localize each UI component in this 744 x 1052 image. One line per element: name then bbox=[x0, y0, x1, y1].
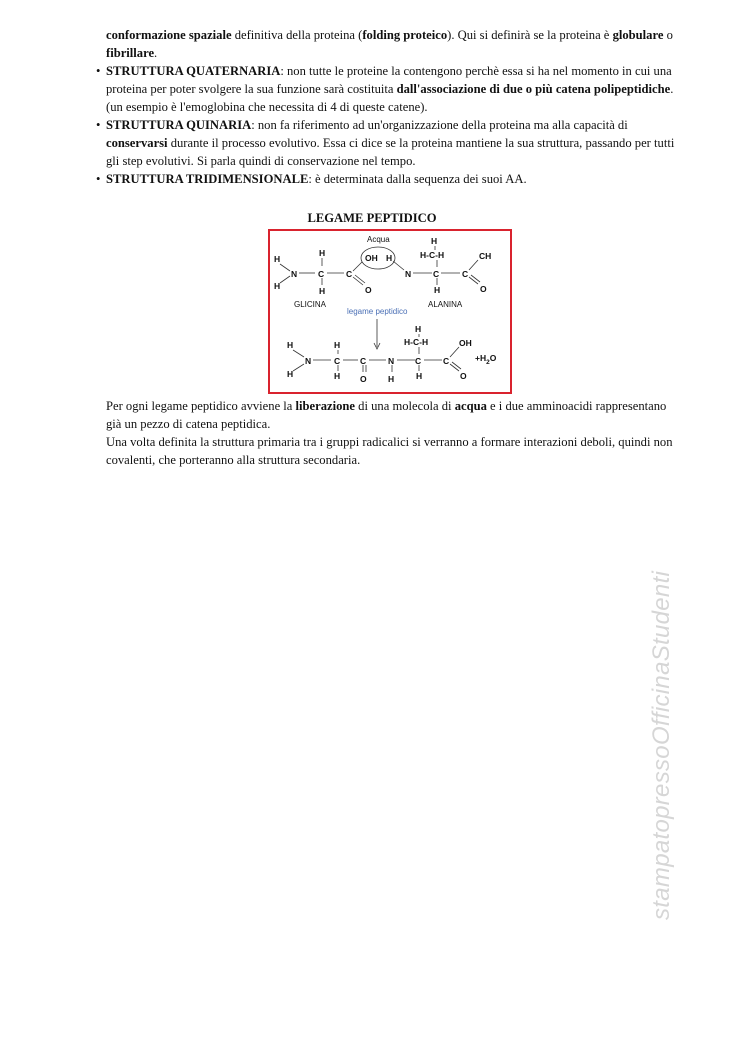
bond bbox=[452, 362, 461, 369]
bond bbox=[469, 277, 478, 284]
atom-h: H bbox=[416, 371, 423, 381]
bond bbox=[353, 277, 363, 285]
bond bbox=[353, 262, 362, 271]
atom-h: H bbox=[287, 340, 294, 350]
bullet-heading: STRUTTURA TRIDIMENSIONALE bbox=[106, 172, 309, 186]
after-figure-text bbox=[106, 397, 676, 469]
bond bbox=[450, 347, 459, 357]
alanina-label: ALANINA bbox=[428, 300, 463, 309]
bond bbox=[280, 276, 290, 283]
bond bbox=[293, 350, 304, 357]
atom-h: H bbox=[287, 369, 294, 379]
bullet-dot: • bbox=[96, 64, 101, 78]
bullet-dot: • bbox=[96, 172, 101, 186]
water-product bbox=[475, 353, 497, 366]
atom-n: N bbox=[388, 356, 395, 366]
atom-h: H bbox=[434, 285, 441, 295]
after-paragraph-2: Una volta definita la struttura primaria tra i gruppi radicalici si verranno a formare interazioni deboli, quindi non covalenti, che porteranno alla struttura secondaria. bbox=[106, 435, 673, 467]
bond bbox=[293, 364, 304, 371]
atom-c: C bbox=[462, 269, 469, 279]
after-bold-1: liberazione bbox=[295, 399, 356, 413]
water-subscript: 2 bbox=[486, 359, 490, 366]
atom-h: H bbox=[334, 371, 341, 381]
watermark: stampatopressoOfficinaStudenti bbox=[648, 570, 675, 920]
atom-hch: H-C-H bbox=[420, 250, 445, 260]
atom-o: O bbox=[365, 285, 372, 295]
after-paragraph-1 bbox=[106, 397, 676, 433]
after-text-2: di una molecola di bbox=[355, 399, 455, 413]
intro-text-2: ). Qui si definirà se la proteina è bbox=[447, 28, 613, 42]
atom-h: H bbox=[319, 248, 326, 258]
atom-h: H bbox=[386, 253, 393, 263]
atom-hch: H-C-H bbox=[404, 337, 429, 347]
atom-oh: OH bbox=[365, 253, 378, 263]
intro-text-1: definitiva della proteina ( bbox=[231, 28, 363, 42]
atom-c: C bbox=[346, 269, 353, 279]
intro-bold-2: folding proteico bbox=[362, 28, 448, 42]
intro-bold-4: fibrillare bbox=[106, 46, 155, 60]
atom-o: O bbox=[480, 284, 487, 294]
atom-n: N bbox=[305, 356, 312, 366]
bullet-text: : non tutte le proteine la contengono perchè essa si ha nel momento in cui una proteina per poter svolgere la sua funzione sarà costituita bbox=[106, 64, 672, 96]
bond bbox=[393, 261, 404, 270]
atom-oh: OH bbox=[459, 338, 472, 348]
bond bbox=[469, 260, 478, 270]
water-o: O bbox=[489, 353, 497, 363]
atom-h: H bbox=[431, 236, 438, 246]
bullet-heading: STRUTTURA QUINARIA bbox=[106, 118, 252, 132]
bullet-text: : è determinata dalla sequenza dei suoi AA. bbox=[308, 172, 527, 186]
after-text-3: e i due amminoacidi rappresentano già un pezzo di catena peptidica. bbox=[106, 399, 667, 431]
after-text-1: Per ogni legame peptidico avviene la bbox=[106, 399, 296, 413]
atom-ch: CH bbox=[479, 251, 492, 261]
atom-n: N bbox=[291, 269, 298, 279]
bullet-text-end: . (un esempio è l'emoglobina che necessita di 4 di queste catene). bbox=[106, 82, 674, 114]
atom-c: C bbox=[334, 356, 341, 366]
bond bbox=[280, 264, 290, 271]
atom-c: C bbox=[433, 269, 440, 279]
bullet-dot: • bbox=[96, 118, 101, 132]
after-bold-2: acqua bbox=[454, 399, 487, 413]
intro-text-3: o bbox=[663, 28, 673, 42]
atom-o: O bbox=[460, 371, 467, 381]
atom-c: C bbox=[318, 269, 325, 279]
structure-bullet-list bbox=[96, 62, 681, 188]
intro-text-4: . bbox=[154, 46, 158, 60]
atom-n: N bbox=[405, 269, 412, 279]
atom-c: C bbox=[415, 356, 422, 366]
atom-h: H bbox=[274, 281, 281, 291]
bullet-bold: dall'associazione di due o più catena polipeptidiche bbox=[396, 82, 671, 96]
peptide-bond-diagram bbox=[270, 231, 510, 392]
atom-o: O bbox=[360, 374, 367, 384]
atom-h: H bbox=[334, 340, 341, 350]
intro-bold-3: globulare bbox=[612, 28, 664, 42]
bond bbox=[355, 275, 365, 283]
water-plus-h: +H bbox=[475, 353, 487, 363]
atom-c: C bbox=[443, 356, 450, 366]
bullet-tridimensionale bbox=[96, 170, 681, 188]
bond bbox=[471, 275, 480, 282]
bullet-quinaria bbox=[96, 116, 681, 170]
intro-paragraph bbox=[106, 26, 676, 62]
legame-peptidico-label: legame peptidico bbox=[347, 307, 408, 316]
peptide-bond-figure bbox=[268, 229, 512, 394]
atom-h: H bbox=[319, 286, 326, 296]
bullet-text-end: durante il processo evolutivo. Essa ci dice se la proteina mantiene la sua struttura, passando per tutti gli step evolutivi. Si parla quindi di conservazione nel tempo. bbox=[106, 136, 675, 168]
intro-bold-1: conformazione spaziale bbox=[106, 28, 232, 42]
bullet-text: : non fa riferimento ad un'organizzazione della proteina ma alla capacità di bbox=[251, 118, 628, 132]
atom-c: C bbox=[360, 356, 367, 366]
bullet-quaternaria bbox=[96, 62, 681, 116]
glicina-label: GLICINA bbox=[294, 300, 327, 309]
bullet-heading: STRUTTURA QUATERNARIA bbox=[106, 64, 281, 78]
bullet-bold: conservarsi bbox=[106, 136, 168, 150]
bond bbox=[450, 364, 459, 371]
atom-h: H bbox=[274, 254, 281, 264]
figure-title: LEGAME PEPTIDICO bbox=[307, 211, 437, 225]
atom-h: H bbox=[388, 374, 395, 384]
acqua-label: Acqua bbox=[367, 235, 390, 244]
atom-h: H bbox=[415, 324, 422, 334]
